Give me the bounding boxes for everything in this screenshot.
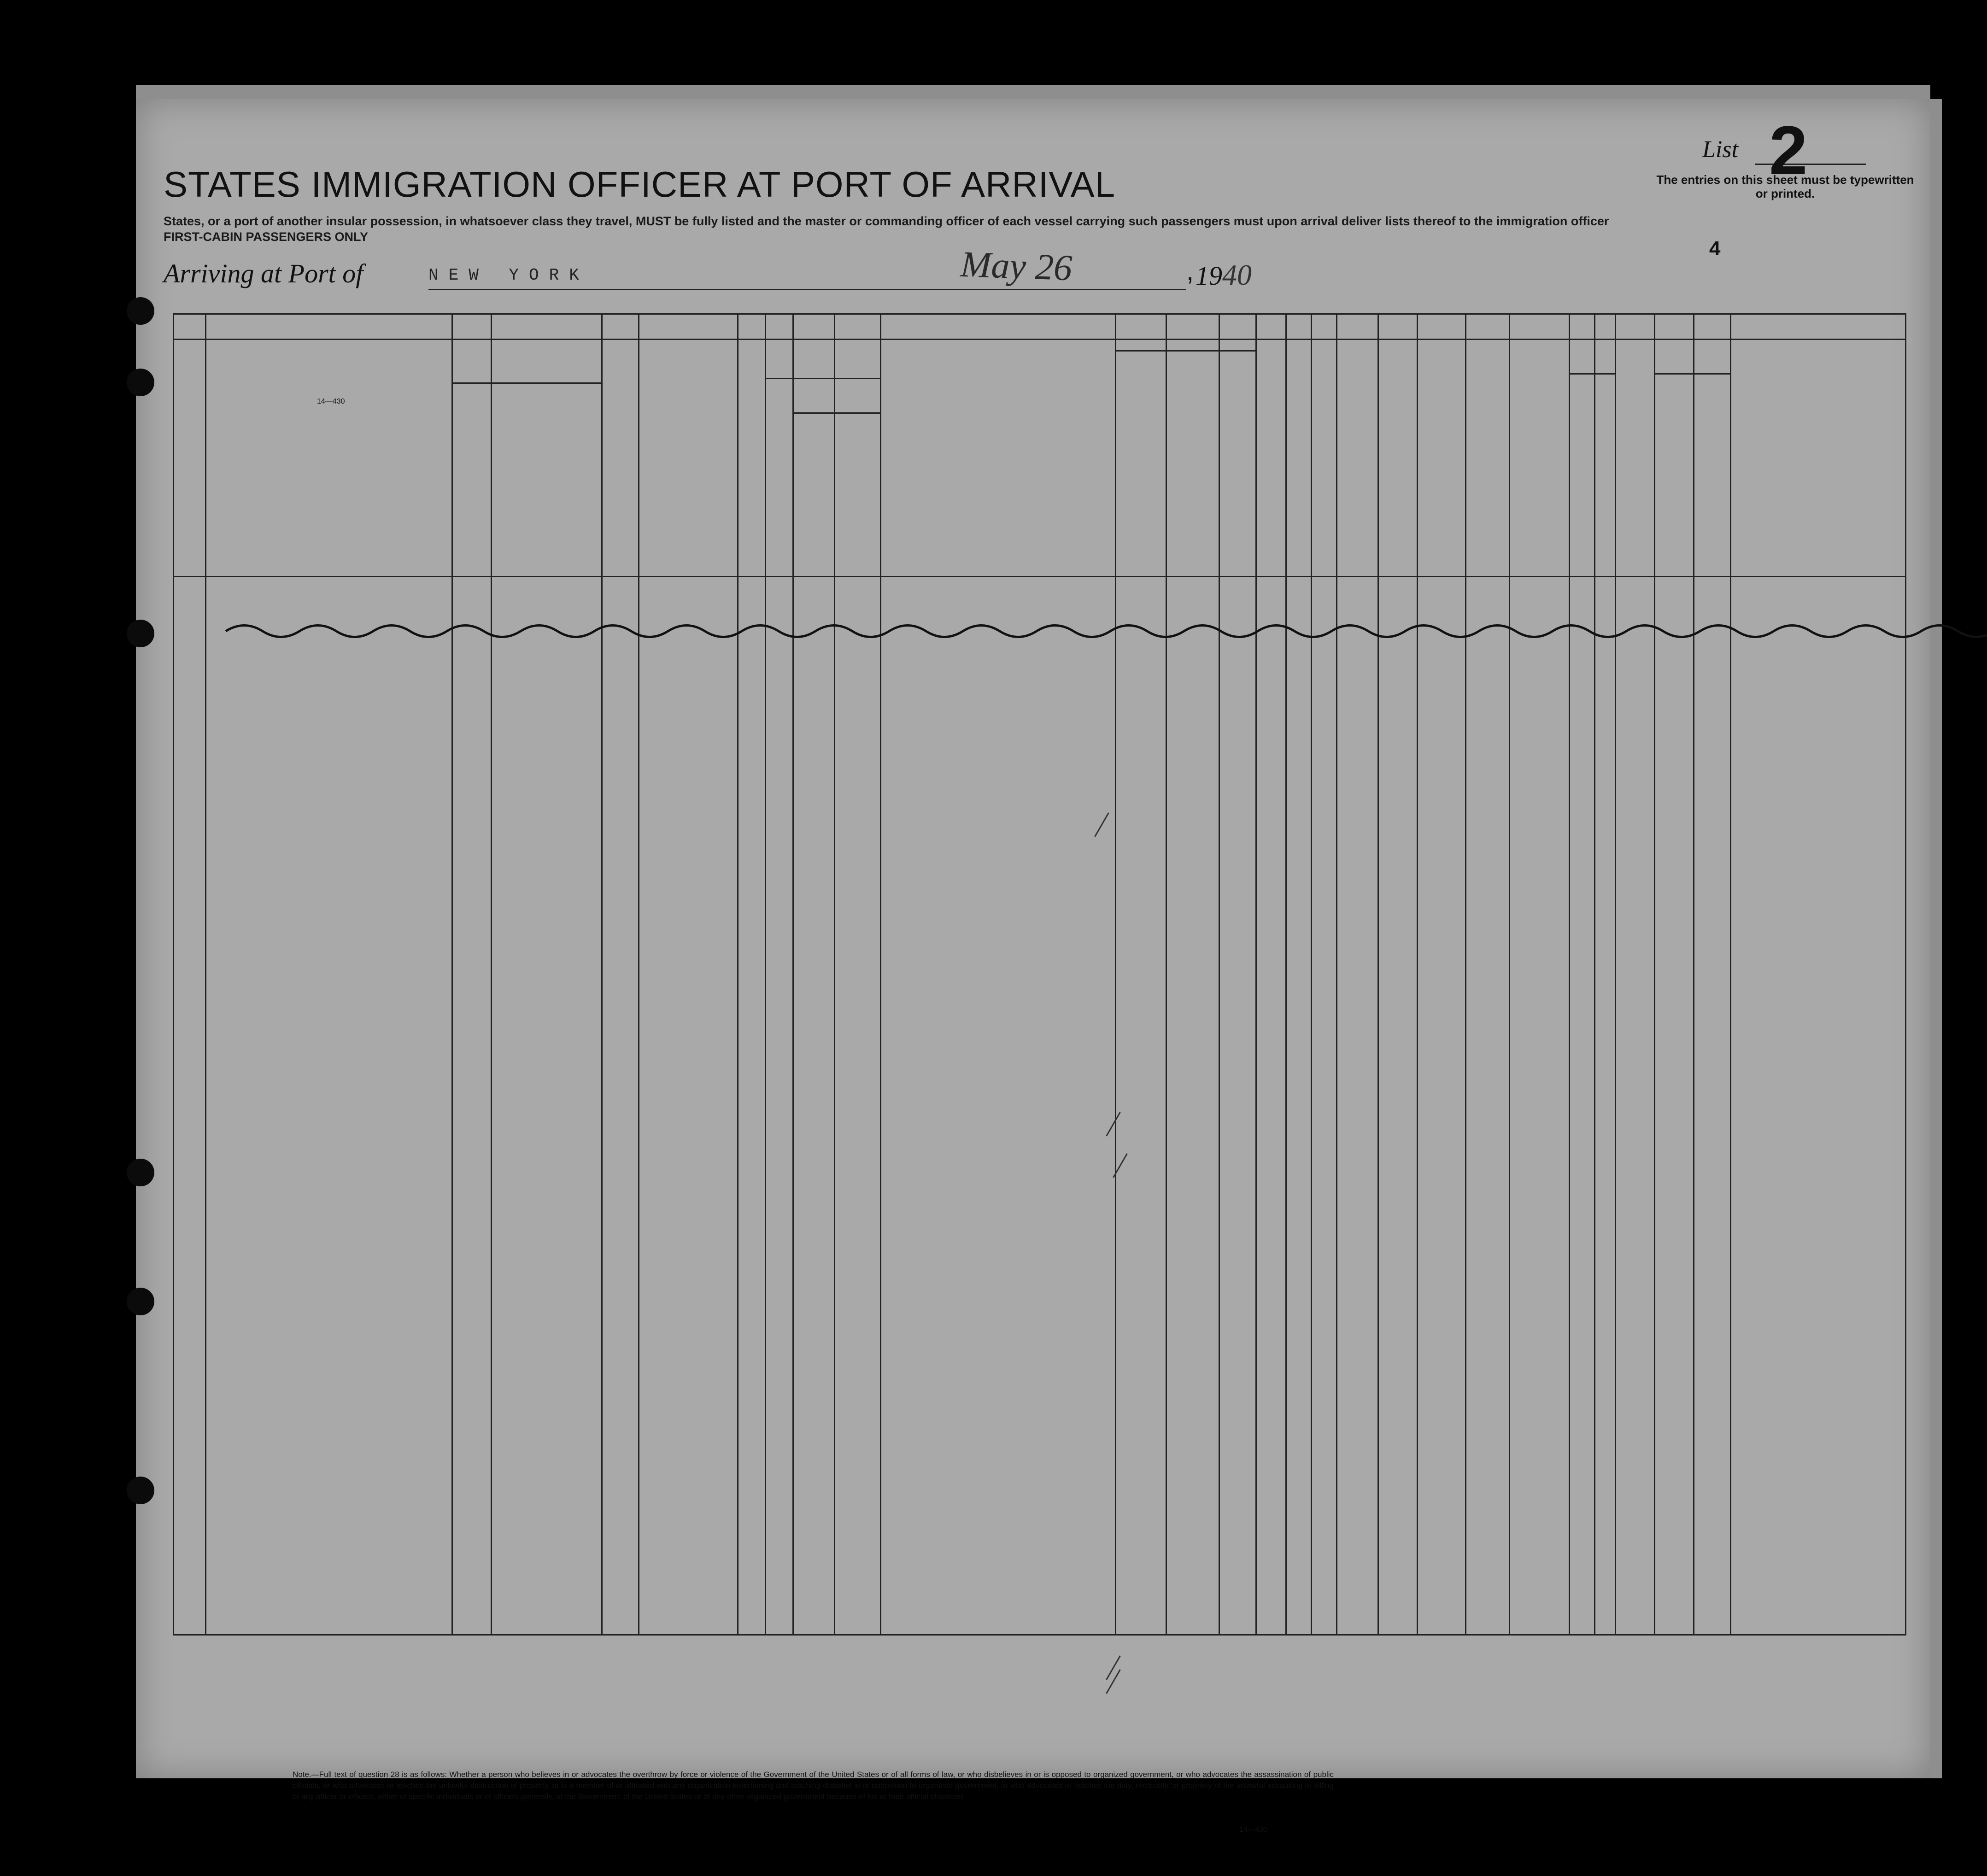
table-column-rule bbox=[834, 313, 835, 1636]
table-column-rule bbox=[1730, 313, 1731, 1636]
date-comma: , bbox=[1186, 256, 1194, 286]
form-title: STATES IMMIGRATION OFFICER AT PORT OF ARRIVAL bbox=[164, 164, 1116, 205]
list-label: List bbox=[1702, 136, 1739, 163]
paper-edge-top bbox=[136, 85, 1930, 99]
table-column-rule bbox=[1311, 313, 1312, 1636]
table-column-rule bbox=[173, 313, 174, 1636]
table-column-rule bbox=[1509, 313, 1510, 1636]
table-column-rule bbox=[765, 313, 766, 1636]
manifest-sheet bbox=[136, 99, 1930, 1834]
check-mark bbox=[1106, 1112, 1121, 1136]
row-4-strikethrough bbox=[226, 617, 1987, 645]
table-column-rule bbox=[880, 313, 881, 1636]
table-column-rule bbox=[1465, 313, 1466, 1636]
punch-hole bbox=[127, 369, 154, 396]
table-column-rule bbox=[1219, 313, 1220, 1636]
date-handwritten: May 26 bbox=[960, 244, 1073, 289]
header-subrule bbox=[451, 382, 601, 384]
year bbox=[1196, 258, 1252, 292]
punch-hole bbox=[127, 620, 154, 647]
table-bottom-rule bbox=[173, 1634, 1905, 1636]
table-column-rule bbox=[1285, 313, 1287, 1636]
table-column-rule bbox=[601, 313, 603, 1636]
punch-hole bbox=[127, 1159, 154, 1186]
page-number: 4 bbox=[1709, 237, 1721, 260]
table-column-rule bbox=[1377, 313, 1379, 1636]
table-column-rule bbox=[1569, 313, 1570, 1636]
table-column-rule bbox=[1166, 313, 1167, 1636]
table-column-rule bbox=[1255, 313, 1257, 1636]
list-note: The entries on this sheet must be typewritten or printed. bbox=[1656, 173, 1914, 200]
table-column-rule bbox=[1417, 313, 1418, 1636]
check-mark bbox=[1106, 1655, 1121, 1680]
arriving-label: Arriving at Port of bbox=[164, 258, 363, 288]
date-underline bbox=[887, 289, 1186, 290]
table-column-rule bbox=[205, 313, 206, 1636]
year-handwritten: 40 bbox=[1222, 258, 1252, 291]
table-header-rule bbox=[173, 313, 1905, 315]
table-column-rule bbox=[1905, 313, 1906, 1636]
year-printed: 19 bbox=[1196, 261, 1222, 291]
table-column-rule bbox=[638, 313, 639, 1636]
table-header-rule bbox=[173, 339, 1905, 340]
form-instructions bbox=[164, 213, 1684, 245]
table-column-rule bbox=[737, 313, 739, 1636]
table-column-rule bbox=[1693, 313, 1694, 1636]
table-column-rule bbox=[1115, 313, 1116, 1636]
form-code-bottom: 14—430 bbox=[1239, 1826, 1267, 1834]
punch-hole bbox=[127, 1288, 154, 1315]
punch-hole bbox=[127, 297, 154, 325]
table-column-rule bbox=[1594, 313, 1595, 1636]
header-subrule bbox=[1569, 373, 1615, 375]
manifest-table bbox=[173, 313, 1905, 1636]
table-column-rule bbox=[1654, 313, 1655, 1636]
header-subrule bbox=[792, 412, 880, 414]
form-subtitle: States, or a port of another insular possession, in whatsoever class they travel, MUST be fully listed and the master or commanding officer of each vessel carrying such passengers must upon arrival deliver lists thereof to the immigration officer bbox=[164, 214, 1609, 228]
port-value: NEW YORK bbox=[428, 266, 589, 285]
form-code-top: 14—430 bbox=[317, 398, 345, 405]
table-header-rule bbox=[173, 576, 1905, 577]
footnote: Note.—Full text of question 28 is as follows: Whether a person who believes in or advocates the overthrow by force or violence of the Government of the United States or of all forms of law, or who disbelieves in or is opposed to organized government, or who advocates the assassination of public officials, or who advocates or teaches the unlawful destruction of property, or is a member of or affiliated with any organization entertaining and teaching disbelief in or opposition to organized government, or who advocates or teaches the duty, necessity, or propriety of the unlawful assaulting or killing of any officer or officers, either of specific individuals or of officers generally, of the Government of the United States or of any other organized government because of his or their official character. bbox=[293, 1770, 1334, 1801]
table-column-rule bbox=[1336, 313, 1337, 1636]
header-subrule bbox=[1654, 373, 1730, 375]
check-mark bbox=[1094, 812, 1109, 837]
table-column-rule bbox=[491, 313, 492, 1636]
table-column-rule bbox=[792, 313, 794, 1636]
table-column-rule bbox=[1615, 313, 1616, 1636]
check-mark bbox=[1106, 1669, 1121, 1694]
list-number: 2 bbox=[1769, 111, 1808, 189]
table-column-rule bbox=[451, 313, 453, 1636]
header-subrule bbox=[1115, 350, 1255, 352]
header-subrule bbox=[765, 378, 880, 379]
paper-edge-right bbox=[1930, 99, 1942, 1778]
class-line: FIRST-CABIN PASSENGERS ONLY bbox=[164, 230, 369, 244]
punch-hole bbox=[127, 1477, 154, 1504]
